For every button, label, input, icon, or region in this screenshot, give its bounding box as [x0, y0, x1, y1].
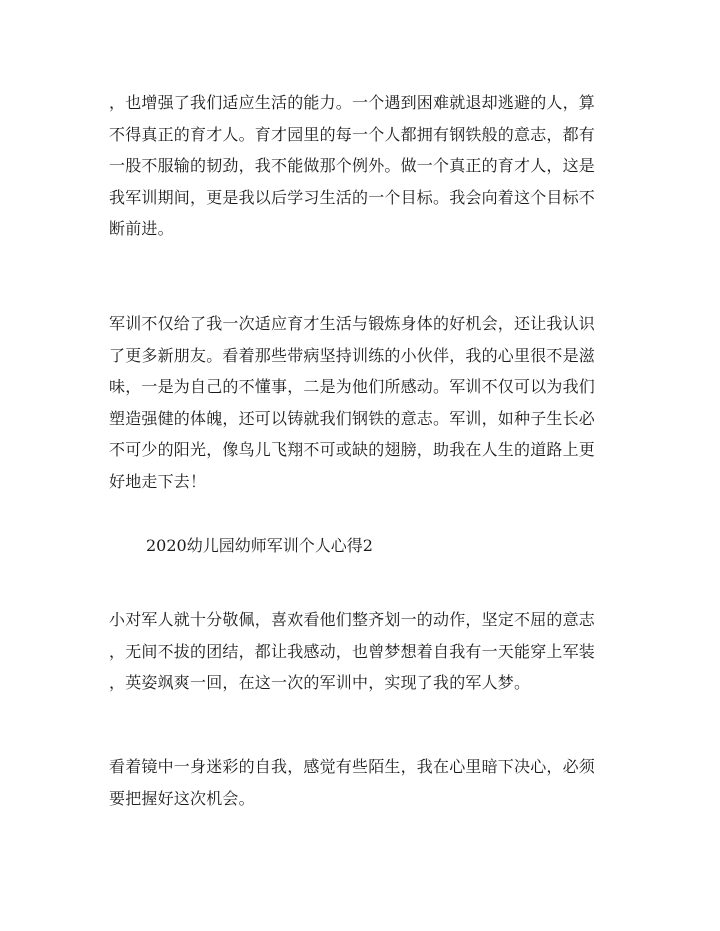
text-line: 小对军人就十分敬佩，喜欢看他们整齐划一的动作，坚定不屈的意志 [109, 610, 596, 629]
text-line: 不得真正的育才人。育才园里的每一个人都拥有钢铁般的意志，都有 [109, 124, 596, 144]
section-heading: 2020幼儿园幼师军训个人心得2 [146, 536, 373, 555]
text-line: 要把握好这次机会。 [109, 788, 255, 808]
text-line: 不可少的阳光，像鸟儿飞翔不可或缺的翅膀，助我在人生的道路上更 [109, 440, 596, 459]
paragraph-4 [109, 751, 609, 814]
text-line: 断前进。 [109, 219, 174, 238]
paragraph-2 [109, 308, 609, 497]
text-line: 军训不仅给了我一次适应育才生活与锻炼身体的好机会，还让我认识 [109, 314, 596, 333]
text-line: 塑造强健的体魄，还可以铸就我们钢铁的意志。军训，如种子生长必 [109, 408, 596, 428]
text-line: 我军训期间，更是我以后学习生活的一个目标。我会向着这个目标不 [109, 187, 596, 207]
text-line: ，英姿飒爽一回，在这一次的军训中，实现了我的军人梦。 [109, 673, 531, 692]
text-line: ，也增强了我们适应生活的能力。一个遇到困难就退却逃避的人，算 [109, 93, 596, 112]
text-line: 好地走下去！ [109, 471, 207, 491]
text-line: ，无间不拔的团结，都让我感动，也曾梦想着自我有一天能穿上军装 [109, 641, 596, 661]
text-line: 一股不服输的韧劲，我不能做那个例外。做一个真正的育才人，这是 [109, 156, 596, 175]
paragraph-1 [109, 87, 609, 245]
text-line: 看着镜中一身迷彩的自我，感觉有些陌生，我在心里暗下决心，必须 [109, 757, 596, 776]
text-line: 味，一是为自己的不懂事，二是为他们所感动。军训不仅可以为我们 [109, 377, 596, 396]
text-line: 了更多新朋友。看着那些带病坚持训练的小伙伴，我的心里很不是滋 [109, 345, 596, 365]
paragraph-3 [109, 604, 609, 699]
